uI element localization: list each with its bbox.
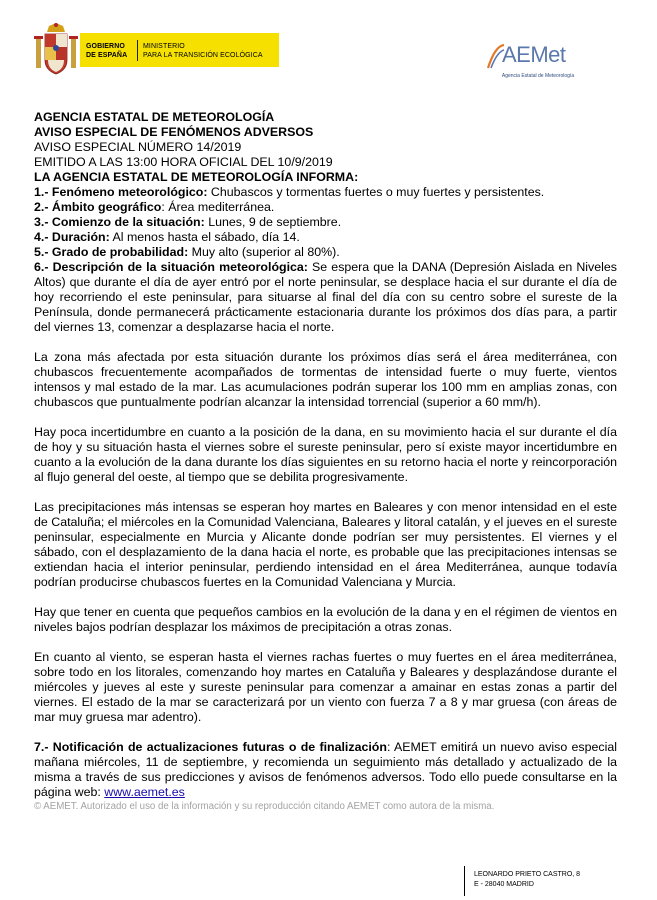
government-label — [86, 42, 127, 60]
item-notification — [34, 740, 617, 800]
item-label: 6.- Descripción de la situación meteorológica: — [34, 260, 308, 274]
item-label: 4.- Duración: — [34, 230, 110, 244]
item-label: 2.- Ámbito geográfico — [34, 200, 162, 214]
notice-body — [34, 110, 617, 813]
item-area — [34, 200, 617, 215]
paragraph-wind: En cuanto al viento, se esperan hasta el viernes rachas fuertes o muy fuertes en el área mediterránea, sobre todo en los litorales, comenzando hoy martes en Cataluña y Baleares y desplazándose durante el miércoles y jueves al este y sureste peninsular para comenzar a amainar en estas zonas a partir del viernes. El estado de la mar se caracterizará por un viento con fuerza 7 a 8 y mar gruesa (con áreas de mar muy gruesa mar adentro). — [34, 650, 617, 724]
issued-time: EMITIDO A LAS 13:00 HORA OFICIAL DEL 10/9/2019 — [34, 155, 333, 169]
item-value: Chubascos y tormentas fuertes o muy fuertes y persistentes. — [207, 185, 545, 199]
informs-heading: LA AGENCIA ESTATAL DE METEOROLOGÍA INFORMA: — [34, 170, 359, 184]
address-line1: LEONARDO PRIETO CASTRO, 8 — [474, 871, 581, 878]
item-value: : AEMET emitirá un nuevo aviso especial mañana miércoles, 11 de septiembre, y recomienda un seguimiento más detallado y actualizado de la misma a través de sus predicciones y avisos de fenómenos adversos. Todo ello puede consultarse en la página web: — [34, 740, 617, 799]
footer-address — [474, 870, 580, 890]
item-phenomenon — [34, 185, 617, 200]
paragraph-changes: Hay que tener en cuenta que pequeños cambios en la evolución de la dana y en el régimen de vientos en niveles bajos podrían desplazar los máximos de precipitación a otras zonas. — [34, 605, 617, 634]
item-value: Lunes, 9 de septiembre. — [204, 215, 342, 229]
paragraph-uncertainty: Hay poca incertidumbre en cuanto a la posición de la dana, en su movimiento hacia el sur durante el día de hoy y su situación hasta el viernes sobre el sureste peninsular, pero sí existe mayor incertidumbre en cuanto a la evolución de la dana durante los días siguientes en su retorno hacia el norte y reincorporación al flujo general del oeste, al tiempo que se debilita progresivamente. — [34, 425, 617, 484]
item-label: 3.- Comienzo de la situación: — [34, 215, 205, 229]
item-label: 7.- Notificación de actualizaciones futuras o de finalización — [34, 740, 387, 754]
letterhead — [0, 0, 657, 100]
aemet-website-link[interactable]: www.aemet.es — [104, 785, 185, 799]
item-value: : Área mediterránea. — [161, 200, 275, 214]
item-label: 5.- Grado de probabilidad: — [34, 245, 189, 259]
item-duration — [34, 230, 617, 245]
footer-divider — [464, 866, 465, 896]
spain-coat-of-arms-icon — [33, 22, 79, 78]
gov-line1: GOBIERNO — [86, 43, 125, 50]
item-value: Se espera que la DANA (Depresión Aislada en Niveles Altos) que durante el día de ayer entró por el norte peninsular, se desplace hacia el sur durante el día de hoy recorriendo el este peninsular, para situarse al final del día con su centro sobre el sureste de la Península, donde permanecerá prácticamente estacionaria durante los próximos dos días para, a partir del viernes 13, comenzar a desplazarse hacia el norte. — [34, 260, 617, 334]
item-label: 1.- Fenómeno meteorológico: — [34, 185, 208, 199]
item-probability — [34, 245, 617, 260]
banner-divider — [137, 40, 138, 61]
item-description — [34, 260, 617, 335]
paragraph-precipitation: Las precipitaciones más intensas se esperan hoy martes en Baleares y con menor intensidad en el este de Cataluña; el miércoles en la Comunidad Valenciana, Baleares y litoral catalán, y el jueves en el sureste peninsular, especialmente en Murcia y Alicante donde podrían ser muy persistentes. El viernes y el sábado, con el desplazamiento de la dana hacia el norte, es probable que las precipitaciones intensas se extiendan hacia el interior peninsular, perdiendo intensidad en el área Mediterránea, aunque todavía podrían producirse chubascos fuertes en la Comunidad Valenciana y Murcia. — [34, 500, 617, 589]
aemet-logo — [482, 42, 594, 86]
min-line1: MINISTERIO — [143, 43, 185, 50]
address-line2: E - 28040 MADRID — [474, 881, 534, 888]
item-value: Muy alto (superior al 80%). — [188, 245, 340, 259]
paragraph-affected-zone: La zona más afectada por esta situación durante los próximos días será el área mediterránea, con chubascos frecuentemente acompañados de tormentas de intensidad fuerte o muy fuerte, vientos intensos y mal estado de la mar. Las acumulaciones podrán superar los 100 mm en amplias zonas, con chubascos que puntualmente podrían alcanzar la intensidad torrencial (superior a 60 mm/h). — [34, 350, 617, 409]
ministry-label — [143, 42, 263, 60]
government-banner — [80, 33, 279, 67]
min-line2: PARA LA TRANSICIÓN ECOLÓGICA — [143, 52, 263, 59]
copyright-notice: © AEMET. Autorizado el uso de la información y su reproducción citando AEMET como autora de la misma. — [34, 801, 495, 812]
notice-title: AVISO ESPECIAL DE FENÓMENOS ADVERSOS — [34, 125, 314, 139]
aemet-logo-subtitle: Agencia Estatal de Meteorología — [501, 73, 575, 79]
gov-line2: DE ESPAÑA — [86, 52, 128, 59]
aemet-logo-text: AEMet — [502, 42, 566, 67]
notice-number: AVISO ESPECIAL NÚMERO 14/2019 — [34, 140, 242, 154]
item-start — [34, 215, 617, 230]
item-value: Al menos hasta el sábado, día 14. — [109, 230, 300, 244]
agency-title: AGENCIA ESTATAL DE METEOROLOGÍA — [34, 110, 275, 124]
